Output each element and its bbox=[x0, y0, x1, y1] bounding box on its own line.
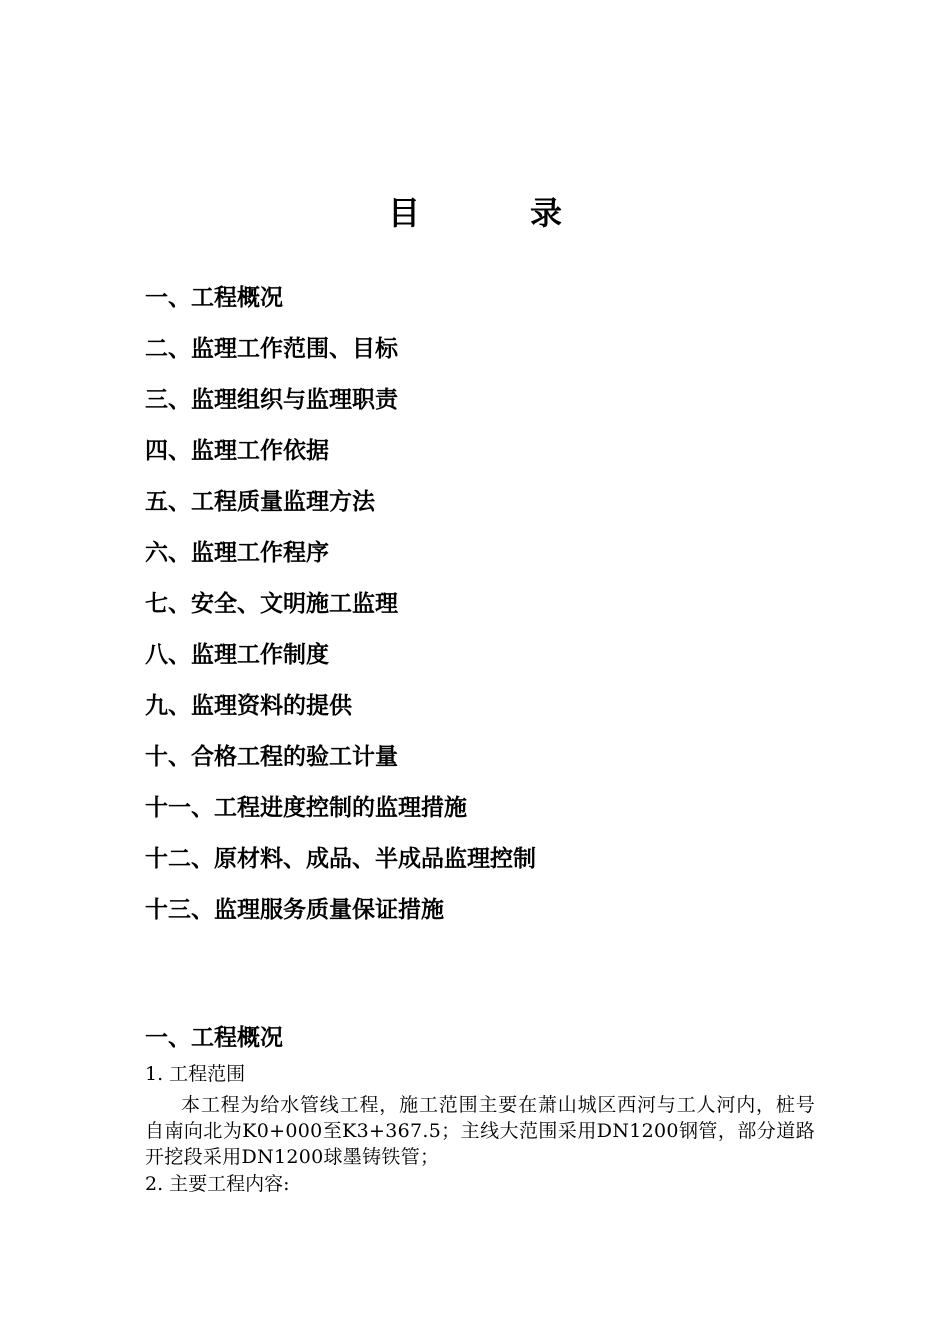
toc-item: 三、监理组织与监理职责 bbox=[145, 386, 398, 413]
toc-item: 六、监理工作程序 bbox=[145, 539, 329, 566]
scope-paragraph: 本工程为给水管线工程，施工范围主要在萧山城区西河与工人河内，桩号自南向北为K0+000至K3+367.5；主线大范围采用DN1200钢管，部分道路开挖段采用DN1200球墨铸铁管； bbox=[145, 1094, 815, 1168]
toc-item: 十一、工程进度控制的监理措施 bbox=[145, 794, 467, 821]
toc-item: 四、监理工作依据 bbox=[145, 437, 329, 464]
toc-item: 五、工程质量监理方法 bbox=[145, 488, 375, 515]
toc-item: 一、工程概况 bbox=[145, 284, 283, 311]
toc-title bbox=[0, 188, 950, 234]
toc-item: 二、监理工作范围、目标 bbox=[145, 335, 398, 362]
sub-heading-scope: 1. 工程范围 bbox=[145, 1063, 246, 1085]
toc-item: 七、安全、文明施工监理 bbox=[145, 590, 398, 617]
section-project-overview bbox=[145, 1020, 815, 1198]
toc-item: 十三、监理服务质量保证措施 bbox=[145, 896, 444, 923]
toc-item: 八、监理工作制度 bbox=[145, 641, 329, 668]
toc-title-char-2: 录 bbox=[530, 194, 563, 232]
toc-item: 九、监理资料的提供 bbox=[145, 692, 352, 719]
toc-item: 十二、原材料、成品、半成品监理控制 bbox=[145, 845, 536, 872]
toc-title-char-1: 目 bbox=[387, 194, 420, 232]
toc-list bbox=[145, 280, 536, 943]
section-heading: 一、工程概况 bbox=[145, 1024, 283, 1051]
toc-item: 十、合格工程的验工计量 bbox=[145, 743, 398, 770]
sub-heading-main-content: 2. 主要工程内容: bbox=[145, 1173, 290, 1195]
